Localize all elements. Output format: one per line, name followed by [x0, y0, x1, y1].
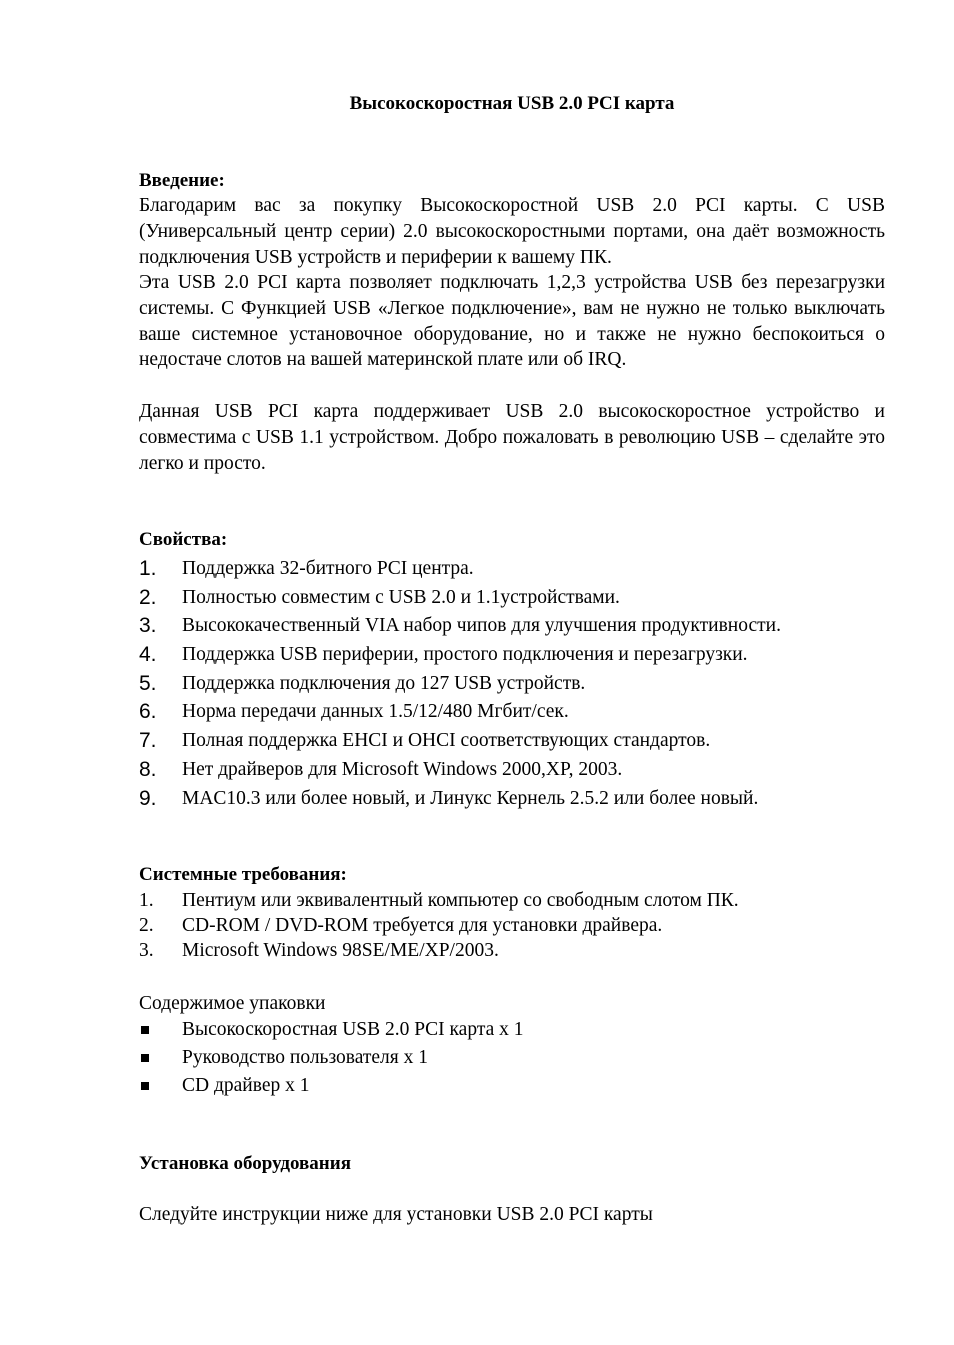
list-item: [139, 698, 781, 727]
list-item: [139, 584, 781, 613]
list-item-text: Полностью совместим с USB 2.0 и 1.1устройствами.: [182, 586, 620, 608]
list-item-number: 3.: [139, 614, 157, 638]
list-item-number: 5.: [139, 671, 157, 695]
list-item-text: Поддержка 32-битного PCI центра.: [182, 558, 474, 579]
list-item-number: 6.: [139, 700, 157, 724]
intro-paragraph-1: Благодарим вас за покупку Высокоскоростной USB 2.0 PCI карты. С USB (Универсальный центр серии) 2.0 высокоскоростными портами, она даёт возможность подключения USB устройств и периферии к вашему ПК.: [139, 195, 885, 268]
list-item: [139, 1044, 524, 1072]
list-item-number: 8.: [139, 757, 157, 781]
installation-heading: Установка оборудования: [139, 1153, 351, 1174]
list-item-number: 2.: [139, 585, 157, 609]
list-item-text: Поддержка подключения до 127 USB устройств.: [182, 672, 586, 694]
list-item-number: 7.: [139, 729, 157, 753]
package-heading: Содержимое упаковки: [139, 993, 326, 1014]
list-item-number: 1.: [139, 557, 157, 580]
list-item-text: Руководство пользователя x 1: [182, 1047, 429, 1068]
list-item-text: Норма передачи данных 1.5/12/480 Мгбит/сек.: [182, 701, 569, 723]
list-item-text: Полная поддержка EHCI и OHCI соответствующих стандартов.: [182, 730, 711, 752]
list-item: [139, 670, 781, 699]
list-item-number: 4.: [139, 643, 157, 667]
list-item-text: Поддержка USB периферии, простого подключения и перезагрузки.: [182, 644, 748, 666]
list-item: [139, 555, 781, 584]
package-list: [139, 1016, 524, 1100]
list-item: [139, 1016, 524, 1044]
list-item-number: 9.: [139, 786, 157, 810]
list-item: [139, 641, 781, 670]
intro-paragraph-3: Данная USB PCI карта поддерживает USB 2.0 высокоскоростное устройство и совместима с USB 1.1 устройством. Добро пожаловать в революцию USB – сделайте это легко и просто.: [139, 401, 885, 474]
list-item-text: Нет драйверов для Microsoft Windows 2000,XP, 2003.: [182, 758, 623, 780]
properties-list: [139, 555, 781, 813]
list-item-number: 1.: [139, 890, 154, 911]
requirements-heading: Системные требования:: [139, 864, 347, 885]
square-bullet-icon: [141, 1026, 149, 1034]
list-item: [139, 785, 781, 814]
list-item: [139, 612, 781, 641]
list-item-text: CD-ROM / DVD-ROM требуется для установки драйвера.: [182, 915, 663, 936]
list-item-number: 2.: [139, 915, 154, 936]
intro-heading: Введение:: [139, 170, 225, 191]
list-item: [139, 888, 739, 913]
list-item-text: Высокоскоростная USB 2.0 PCI карта x 1: [182, 1019, 524, 1040]
document-title: Высокоскоростная USB 2.0 PCI карта: [349, 93, 675, 114]
list-item: [139, 727, 781, 756]
intro-paragraph-2: Эта USB 2.0 PCI карта позволяет подключать 1,2,3 устройства USB без перезагрузки системы. С Функцией USB «Легкое подключение», вам не нужно не только выключать ваше системное установочное оборудование, но и также не нужно беспокоиться о недостаче слотов на вашей материнской плате или об IRQ.: [139, 272, 885, 371]
list-item-number: 3.: [139, 940, 154, 961]
list-item: [139, 913, 739, 938]
square-bullet-icon: [141, 1054, 149, 1062]
installation-text: Следуйте инструкции ниже для установки USB 2.0 PCI карты: [139, 1204, 653, 1225]
square-bullet-icon: [141, 1082, 149, 1090]
list-item-text: MAC10.3 или более новый, и Линукс Кернель 2.5.2 или более новый.: [182, 787, 759, 809]
list-item-text: Microsoft Windows 98SE/ME/XP/2003.: [182, 940, 499, 961]
requirements-list: [139, 888, 739, 963]
list-item-text: CD драйвер x 1: [182, 1075, 310, 1096]
list-item-text: Пентиум или эквивалентный компьютер со свободным слотом ПК.: [182, 890, 739, 911]
list-item: [139, 756, 781, 785]
list-item-text: Высококачественный VIA набор чипов для улучшения продуктивности.: [182, 615, 781, 637]
properties-heading: Свойства:: [139, 529, 228, 550]
list-item: [139, 1072, 524, 1100]
list-item: [139, 938, 739, 963]
